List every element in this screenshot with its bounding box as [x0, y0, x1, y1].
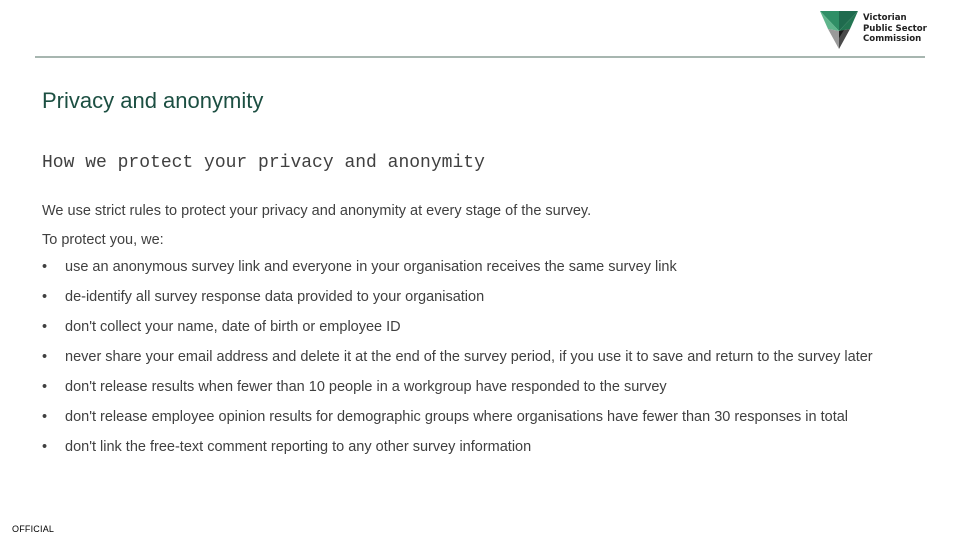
logo-line-1: Victorian: [863, 13, 907, 23]
list-item-text: de-identify all survey response data provided to your organisation: [65, 289, 485, 305]
list-item: [42, 379, 942, 396]
list-item: [42, 409, 942, 426]
protection-list: [42, 259, 942, 469]
bullet-icon: •: [42, 289, 48, 305]
logo-line-2: Public Sector: [863, 23, 927, 34]
lead-paragraph: To protect you, we:: [42, 232, 164, 248]
bullet-icon: •: [42, 379, 48, 395]
list-item-text: use an anonymous survey link and everyone in your organisation receives the same survey link: [65, 259, 677, 275]
logo-line-3: Commission: [863, 34, 922, 44]
list-item-text: don't release results when fewer than 10 people in a workgroup have responded to the survey: [65, 379, 667, 395]
bullet-icon: •: [42, 439, 48, 455]
bullet-icon: •: [42, 259, 48, 275]
list-item: [42, 439, 942, 456]
bullet-icon: •: [42, 409, 48, 425]
intro-paragraph: We use strict rules to protect your privacy and anonymity at every stage of the survey.: [42, 203, 592, 219]
vpsc-logo: [820, 11, 927, 49]
list-item-text: never share your email address and delete it at the end of the survey period, if you use it to save and return to the survey later: [65, 349, 873, 365]
list-item: [42, 349, 942, 366]
list-item-text: don't collect your name, date of birth or employee ID: [65, 319, 401, 335]
list-item-text: don't release employee opinion results for demographic groups where organisations have fewer than 30 responses in total: [65, 409, 849, 425]
list-item: [42, 319, 942, 336]
list-item: [42, 259, 942, 276]
classification-label: OFFICIAL: [12, 524, 55, 534]
list-item: [42, 289, 942, 306]
vpsc-triangle-logo-icon: [820, 11, 858, 49]
slide-subtitle: How we protect your privacy and anonymity: [42, 153, 485, 173]
bullet-icon: •: [42, 349, 48, 365]
list-item-text: don't link the free-text comment reporting to any other survey information: [65, 439, 532, 455]
bullet-icon: •: [42, 319, 48, 335]
header-divider: [35, 56, 925, 58]
logo-wordmark: [863, 13, 927, 45]
slide-title: Privacy and anonymity: [42, 88, 264, 113]
